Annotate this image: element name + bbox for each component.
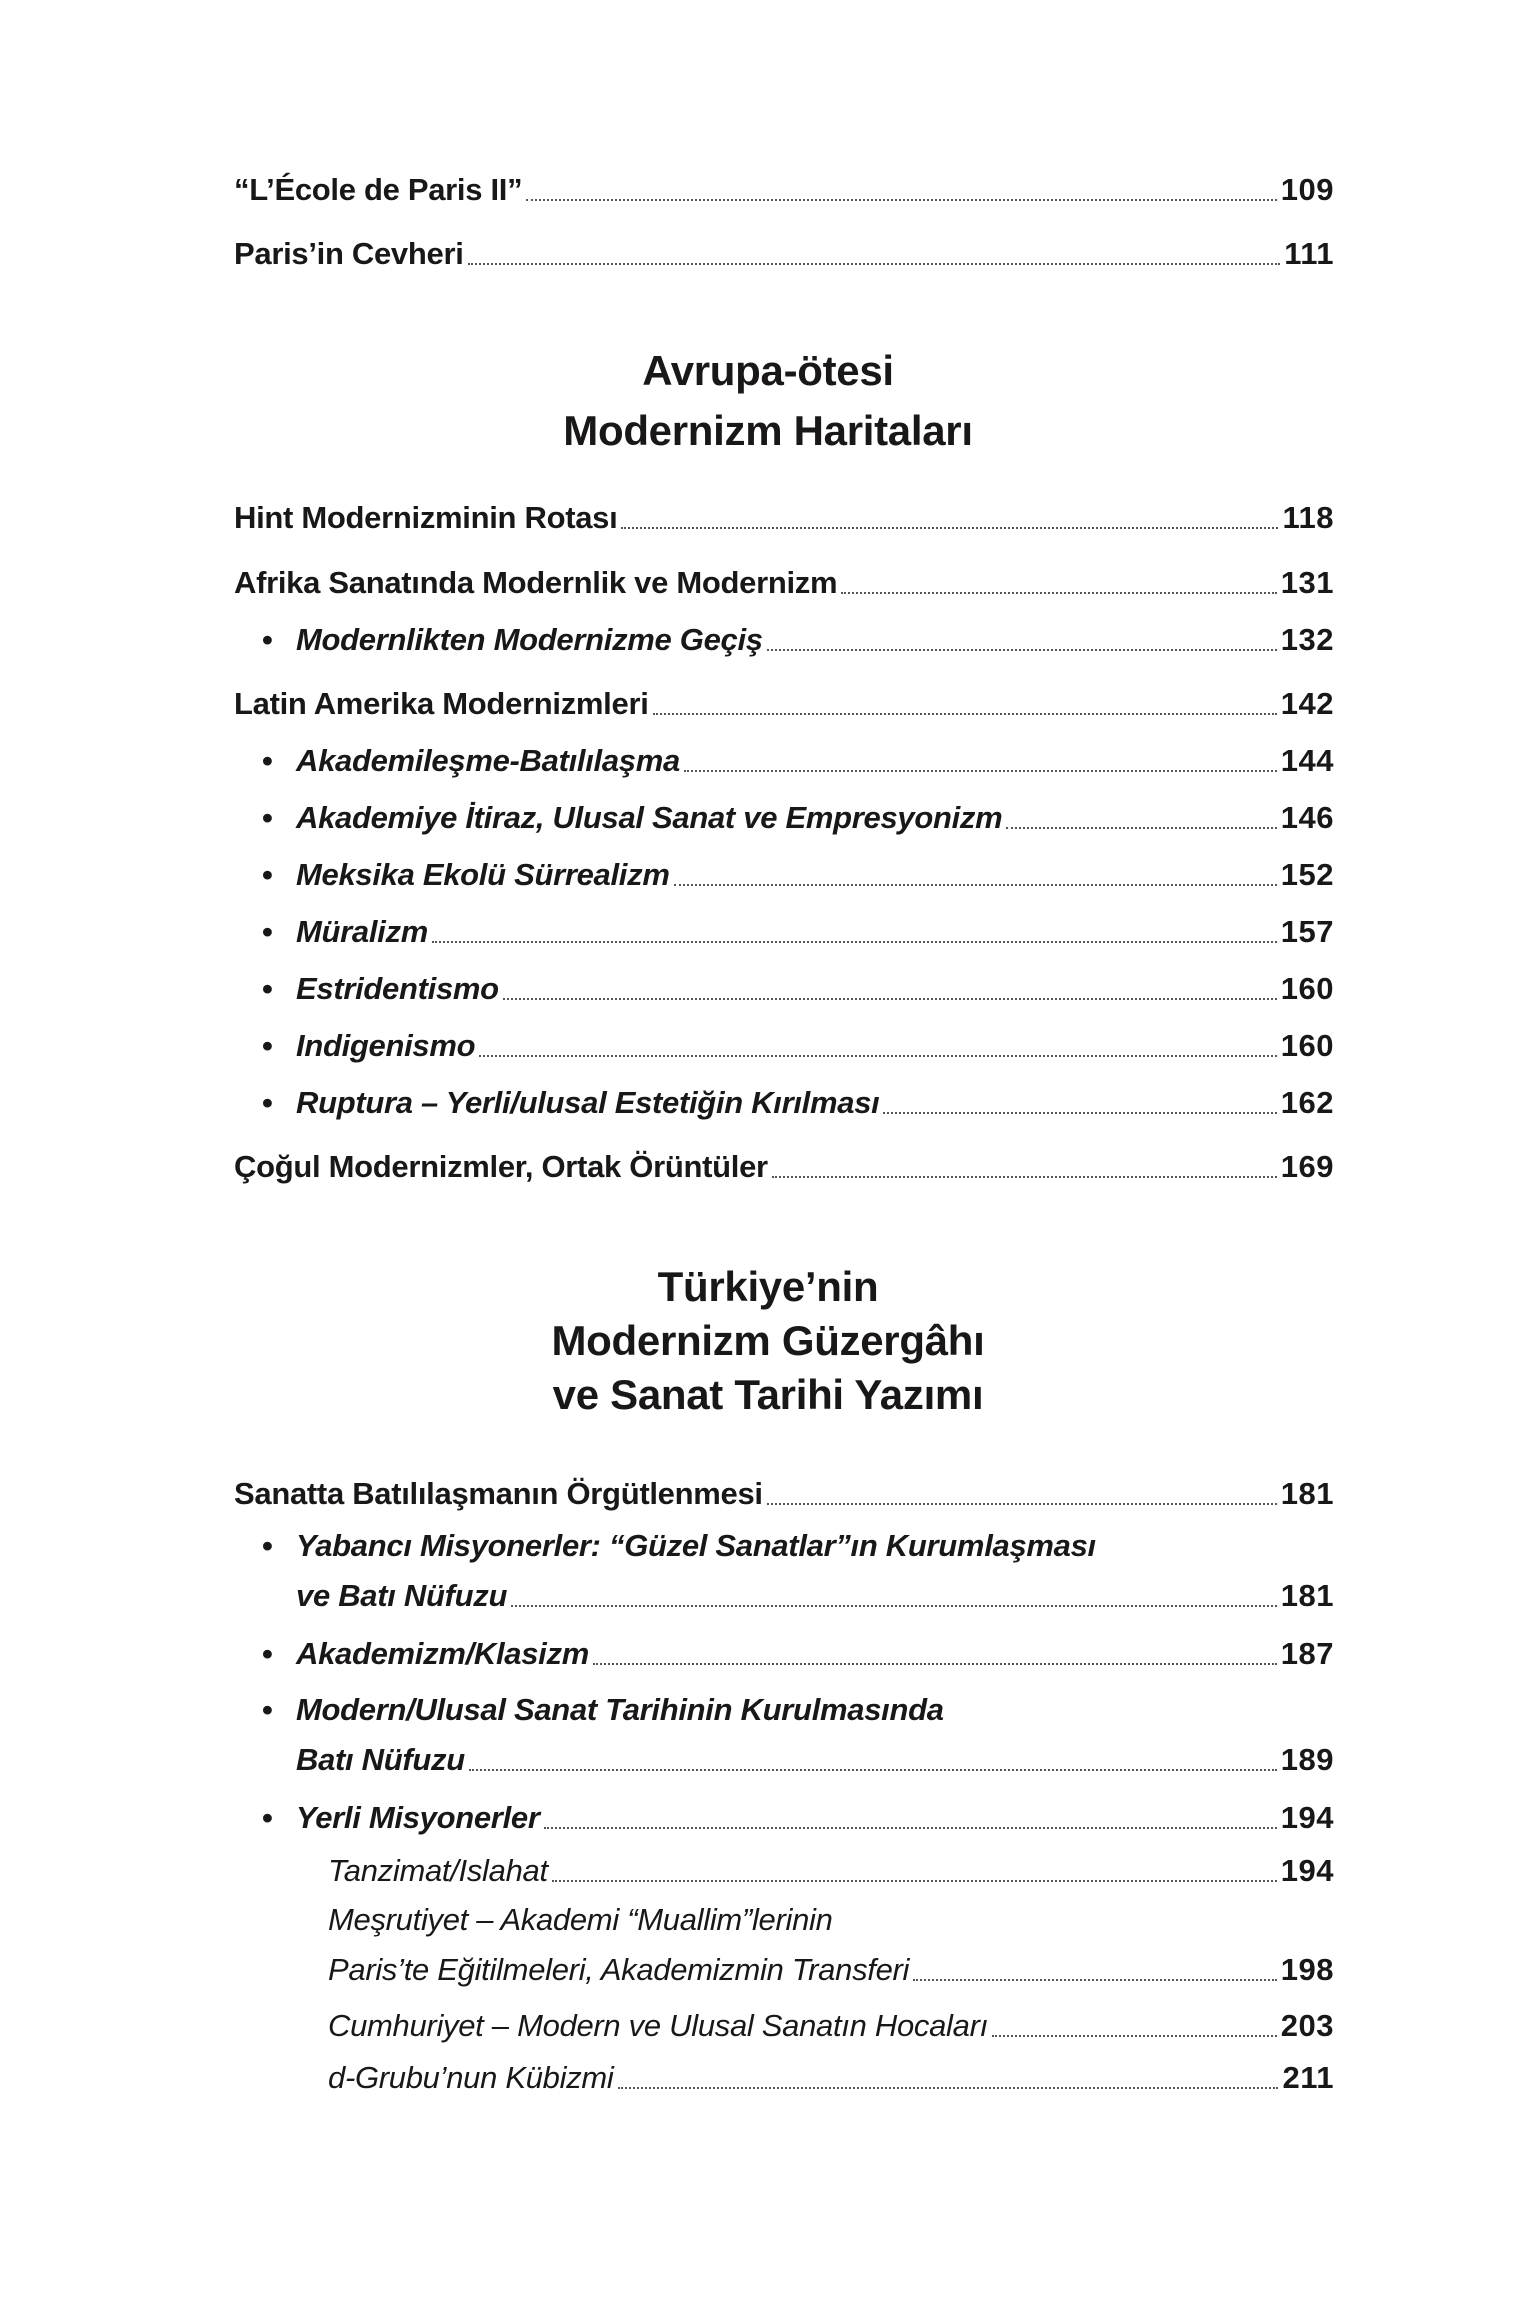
toc-subentry[interactable] — [262, 1798, 1334, 1838]
dot-leader — [767, 1503, 1277, 1505]
toc-subsubentry[interactable] — [328, 2058, 1334, 2098]
toc-subentry[interactable] — [262, 741, 1334, 781]
toc-page-number: 152 — [1280, 857, 1334, 892]
toc-page-number: 194 — [1280, 1853, 1334, 1888]
dot-leader — [992, 2035, 1277, 2037]
toc-entry-title: Cumhuriyet – Modern ve Ulusal Sanatın Hocaları — [328, 2008, 988, 2043]
section-heading-line: Modernizm Haritaları — [563, 407, 973, 454]
toc-entry-title-line2: Batı Nüfuzu — [296, 1742, 465, 1777]
toc-entry-title-line1: Yabancı Misyonerler: “Güzel Sanatlar”ın Kurumlaşması — [296, 1528, 1096, 1563]
dot-leader — [469, 1769, 1277, 1771]
toc-page-number: 211 — [1282, 2060, 1334, 2095]
dot-leader — [479, 1055, 1277, 1057]
toc-page-number: 146 — [1280, 800, 1334, 835]
dot-leader — [684, 770, 1277, 772]
toc-page-number: 169 — [1280, 1149, 1334, 1184]
bullet-icon: • — [262, 743, 273, 778]
dot-leader — [772, 1176, 1277, 1178]
toc-page-number: 187 — [1280, 1636, 1334, 1671]
toc-entry[interactable] — [234, 498, 1334, 538]
dot-leader — [526, 199, 1276, 201]
toc-page-number: 144 — [1280, 743, 1334, 778]
toc-entry-title: Modernlikten Modernizme Geçiş — [296, 622, 763, 657]
dot-leader — [913, 1979, 1277, 1981]
toc-subentry[interactable] — [262, 855, 1334, 895]
dot-leader — [767, 649, 1277, 651]
toc-page-number: 131 — [1280, 565, 1334, 600]
dot-leader — [1006, 827, 1276, 829]
toc-entry-title: Estridentismo — [296, 971, 499, 1006]
dot-leader — [618, 2087, 1279, 2089]
toc-entry-title: Akademizm/Klasizm — [296, 1636, 589, 1671]
toc-page-number: 203 — [1280, 2008, 1334, 2043]
toc-entry-title: Afrika Sanatında Modernlik ve Modernizm — [234, 565, 838, 600]
dot-leader — [544, 1827, 1277, 1829]
toc-subentry[interactable] — [262, 1526, 1334, 1616]
toc-entry-title: Çoğul Modernizmler, Ortak Örüntüler — [234, 1149, 768, 1184]
toc-entry-title: d-Grubu’nun Kübizmi — [328, 2060, 614, 2095]
toc-entry[interactable] — [234, 170, 1334, 210]
toc-entry-title: Indigenismo — [296, 1028, 476, 1063]
dot-leader — [883, 1112, 1276, 1114]
toc-entry-title-line2: Paris’te Eğitilmeleri, Akademizmin Transferi — [328, 1952, 910, 1987]
toc-page-number: 132 — [1280, 622, 1334, 657]
dot-leader — [503, 998, 1277, 1000]
dot-leader — [621, 527, 1278, 529]
bullet-icon: • — [262, 1800, 273, 1835]
bullet-icon: • — [262, 1085, 273, 1120]
dot-leader — [552, 1880, 1277, 1882]
toc-page-number: 111 — [1284, 236, 1334, 271]
toc-page-number: 198 — [1280, 1952, 1334, 1987]
toc-entry-title: “L’École de Paris II” — [234, 172, 523, 207]
toc-entry-title: Sanatta Batılılaşmanın Örgütlenmesi — [234, 1476, 763, 1511]
toc-page-number: 109 — [1280, 172, 1334, 207]
toc-subentry[interactable] — [262, 620, 1334, 660]
bullet-icon: • — [262, 857, 273, 892]
toc-entry-title: Paris’in Cevheri — [234, 236, 464, 271]
toc-entry-title: Yerli Misyonerler — [296, 1800, 540, 1835]
bullet-icon: • — [262, 1692, 273, 1727]
toc-entry-title-line1: Meşrutiyet – Akademi “Muallim”lerinin — [328, 1902, 833, 1937]
toc-subentry[interactable] — [262, 969, 1334, 1009]
bullet-icon: • — [262, 1028, 273, 1063]
toc-subentry[interactable] — [262, 798, 1334, 838]
toc-page-number: 160 — [1280, 971, 1334, 1006]
dot-leader — [653, 713, 1277, 715]
toc-subsubentry[interactable] — [328, 1900, 1334, 1990]
toc-entry-title: Hint Modernizminin Rotası — [234, 500, 618, 535]
toc-entry[interactable] — [234, 1474, 1334, 1514]
toc-subentry[interactable] — [262, 1026, 1334, 1066]
toc-entry[interactable] — [234, 234, 1334, 274]
toc-page-number: 160 — [1280, 1028, 1334, 1063]
toc-entry-title: Müralizm — [296, 914, 428, 949]
toc-page-number: 157 — [1280, 914, 1334, 949]
toc-subentry[interactable] — [262, 1690, 1334, 1780]
toc-entry-title: Akademiye İtiraz, Ulusal Sanat ve Empresyonizm — [296, 800, 1003, 835]
toc-entry-title: Ruptura – Yerli/ulusal Estetiğin Kırılması — [296, 1085, 880, 1120]
toc-page-number: 162 — [1280, 1085, 1334, 1120]
toc-entry-title: Tanzimat/Islahat — [328, 1853, 548, 1888]
toc-entry-title-line2: ve Batı Nüfuzu — [296, 1578, 508, 1613]
section-heading-line: Avrupa-ötesi — [642, 347, 894, 394]
bullet-icon: • — [262, 1528, 273, 1563]
toc-entry-title-line1: Modern/Ulusal Sanat Tarihinin Kurulmasında — [296, 1692, 944, 1727]
toc-subentry[interactable] — [262, 1083, 1334, 1123]
toc-page-number: 181 — [1280, 1476, 1334, 1511]
dot-leader — [841, 592, 1277, 594]
dot-leader — [593, 1663, 1277, 1665]
bullet-icon: • — [262, 622, 273, 657]
toc-page-number: 181 — [1280, 1578, 1334, 1613]
toc-page-number: 189 — [1280, 1742, 1334, 1777]
section-heading-line: Türkiye’nin — [657, 1263, 879, 1310]
dot-leader — [468, 263, 1281, 265]
bullet-icon: • — [262, 914, 273, 949]
toc-page-number: 194 — [1280, 1800, 1334, 1835]
toc-page-number: 118 — [1282, 500, 1334, 535]
toc-subentry[interactable] — [262, 912, 1334, 952]
toc-entry[interactable] — [234, 1147, 1334, 1187]
toc-subentry[interactable] — [262, 1634, 1334, 1674]
dot-leader — [511, 1605, 1277, 1607]
section-heading-line: ve Sanat Tarihi Yazımı — [552, 1371, 984, 1418]
bullet-icon: • — [262, 971, 273, 1006]
dot-leader — [674, 884, 1277, 886]
bullet-icon: • — [262, 800, 273, 835]
toc-entry[interactable] — [234, 684, 1334, 724]
toc-subsubentry[interactable] — [328, 2006, 1334, 2046]
toc-entry-title: Akademileşme-Batılılaşma — [296, 743, 680, 778]
bullet-icon: • — [262, 1636, 273, 1671]
dot-leader — [432, 941, 1277, 943]
toc-page-number: 142 — [1280, 686, 1334, 721]
toc-entry-title: Latin Amerika Modernizmleri — [234, 686, 649, 721]
toc-subsubentry[interactable] — [328, 1851, 1334, 1891]
toc-entry-title: Meksika Ekolü Sürrealizm — [296, 857, 670, 892]
section-heading-line: Modernizm Güzergâhı — [551, 1317, 985, 1364]
toc-entry[interactable] — [234, 563, 1334, 603]
